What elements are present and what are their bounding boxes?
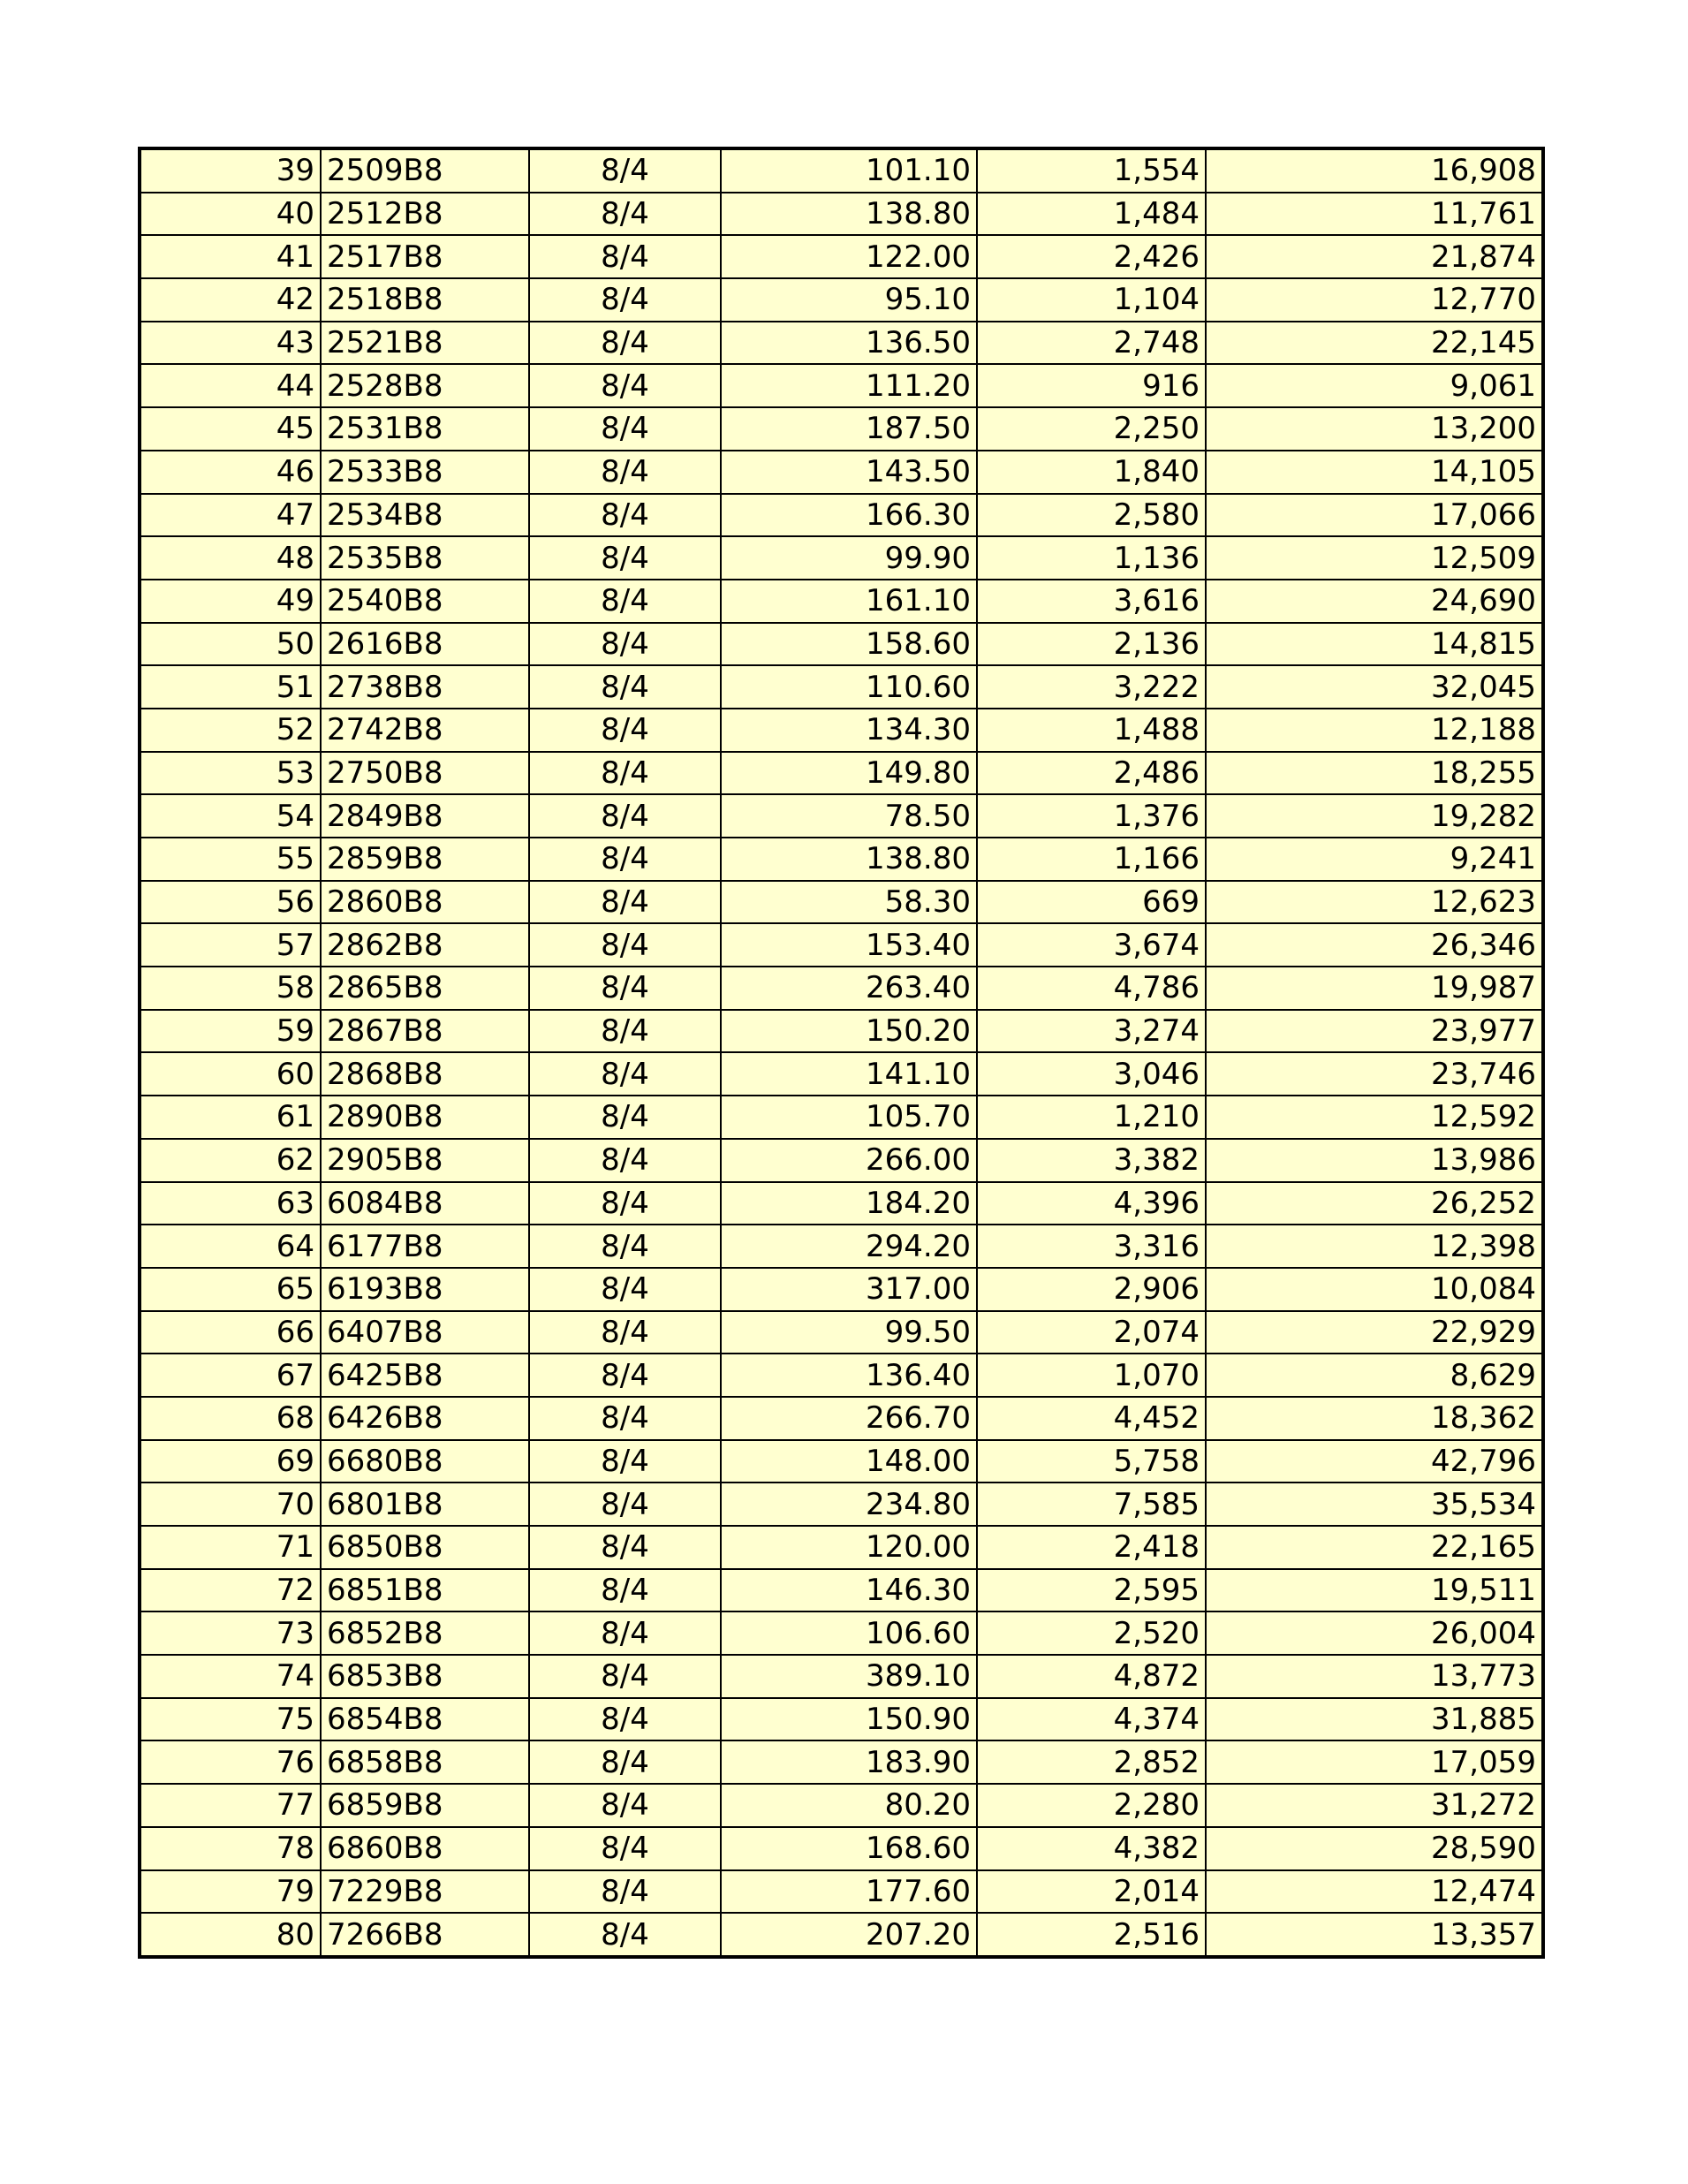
table-row	[140, 1698, 1543, 1741]
value-b-cell: 1,070	[977, 1354, 1206, 1397]
table-row	[140, 1052, 1543, 1096]
row-number-cell: 65	[140, 1268, 321, 1311]
value-b-cell: 2,074	[977, 1311, 1206, 1354]
value-b-cell: 4,872	[977, 1655, 1206, 1698]
table-row	[140, 1397, 1543, 1440]
thickness-cell: 8/4	[529, 967, 721, 1010]
row-number-cell: 58	[140, 967, 321, 1010]
value-b-cell: 4,396	[977, 1182, 1206, 1225]
item-code-cell: 2867B8	[321, 1010, 529, 1053]
value-c-cell: 14,815	[1206, 623, 1543, 666]
thickness-cell: 8/4	[529, 1052, 721, 1096]
table-row	[140, 967, 1543, 1010]
value-a-cell: 177.60	[721, 1870, 977, 1914]
value-a-cell: 184.20	[721, 1182, 977, 1225]
value-b-cell: 2,418	[977, 1526, 1206, 1569]
thickness-cell: 8/4	[529, 580, 721, 623]
row-number-cell: 54	[140, 794, 321, 838]
table-row	[140, 1139, 1543, 1182]
value-c-cell: 23,746	[1206, 1052, 1543, 1096]
item-code-cell: 2849B8	[321, 794, 529, 838]
item-code-cell: 2865B8	[321, 967, 529, 1010]
item-code-cell: 6853B8	[321, 1655, 529, 1698]
value-b-cell: 3,382	[977, 1139, 1206, 1182]
value-c-cell: 32,045	[1206, 665, 1543, 709]
value-c-cell: 12,770	[1206, 278, 1543, 322]
thickness-cell: 8/4	[529, 1440, 721, 1483]
row-number-cell: 74	[140, 1655, 321, 1698]
thickness-cell: 8/4	[529, 1655, 721, 1698]
value-c-cell: 10,084	[1206, 1268, 1543, 1311]
table-row	[140, 278, 1543, 322]
row-number-cell: 51	[140, 665, 321, 709]
value-b-cell: 2,280	[977, 1784, 1206, 1827]
value-a-cell: 101.10	[721, 148, 977, 193]
value-c-cell: 12,623	[1206, 881, 1543, 924]
value-b-cell: 669	[977, 881, 1206, 924]
item-code-cell: 6425B8	[321, 1354, 529, 1397]
table-row	[140, 580, 1543, 623]
value-a-cell: 138.80	[721, 193, 977, 236]
row-number-cell: 76	[140, 1740, 321, 1784]
table-row	[140, 407, 1543, 451]
item-code-cell: 6801B8	[321, 1483, 529, 1526]
item-code-cell: 2738B8	[321, 665, 529, 709]
value-a-cell: 78.50	[721, 794, 977, 838]
table-row	[140, 148, 1543, 193]
item-code-cell: 7266B8	[321, 1913, 529, 1957]
thickness-cell: 8/4	[529, 1182, 721, 1225]
table-row	[140, 451, 1543, 494]
item-code-cell: 2742B8	[321, 709, 529, 752]
row-number-cell: 77	[140, 1784, 321, 1827]
thickness-cell: 8/4	[529, 451, 721, 494]
value-c-cell: 18,362	[1206, 1397, 1543, 1440]
value-a-cell: 166.30	[721, 494, 977, 537]
item-code-cell: 2859B8	[321, 838, 529, 881]
value-b-cell: 3,616	[977, 580, 1206, 623]
thickness-cell: 8/4	[529, 623, 721, 666]
item-code-cell: 6858B8	[321, 1740, 529, 1784]
table-row	[140, 1096, 1543, 1139]
value-b-cell: 2,852	[977, 1740, 1206, 1784]
value-c-cell: 13,773	[1206, 1655, 1543, 1698]
table-row	[140, 1827, 1543, 1870]
thickness-cell: 8/4	[529, 494, 721, 537]
value-c-cell: 28,590	[1206, 1827, 1543, 1870]
item-code-cell: 6852B8	[321, 1611, 529, 1655]
row-number-cell: 50	[140, 623, 321, 666]
row-number-cell: 42	[140, 278, 321, 322]
item-code-cell: 2534B8	[321, 494, 529, 537]
row-number-cell: 67	[140, 1354, 321, 1397]
value-b-cell: 2,486	[977, 752, 1206, 795]
thickness-cell: 8/4	[529, 1784, 721, 1827]
value-c-cell: 12,398	[1206, 1225, 1543, 1268]
value-c-cell: 19,282	[1206, 794, 1543, 838]
value-a-cell: 148.00	[721, 1440, 977, 1483]
thickness-cell: 8/4	[529, 1483, 721, 1526]
value-a-cell: 158.60	[721, 623, 977, 666]
value-b-cell: 3,316	[977, 1225, 1206, 1268]
value-a-cell: 389.10	[721, 1655, 977, 1698]
value-b-cell: 4,382	[977, 1827, 1206, 1870]
value-b-cell: 1,554	[977, 148, 1206, 193]
thickness-cell: 8/4	[529, 1569, 721, 1612]
value-b-cell: 1,104	[977, 278, 1206, 322]
data-table	[138, 147, 1545, 1959]
thickness-cell: 8/4	[529, 1740, 721, 1784]
table-row	[140, 1010, 1543, 1053]
item-code-cell: 2528B8	[321, 364, 529, 407]
value-b-cell: 3,274	[977, 1010, 1206, 1053]
value-b-cell: 2,595	[977, 1569, 1206, 1612]
value-c-cell: 26,346	[1206, 923, 1543, 967]
value-c-cell: 19,511	[1206, 1569, 1543, 1612]
table-row	[140, 838, 1543, 881]
value-a-cell: 183.90	[721, 1740, 977, 1784]
value-a-cell: 58.30	[721, 881, 977, 924]
table-row	[140, 1913, 1543, 1957]
row-number-cell: 52	[140, 709, 321, 752]
table-row	[140, 1611, 1543, 1655]
table-row	[140, 923, 1543, 967]
item-code-cell: 6084B8	[321, 1182, 529, 1225]
row-number-cell: 48	[140, 536, 321, 580]
item-code-cell: 2533B8	[321, 451, 529, 494]
item-code-cell: 6426B8	[321, 1397, 529, 1440]
table-row	[140, 494, 1543, 537]
row-number-cell: 71	[140, 1526, 321, 1569]
value-c-cell: 31,272	[1206, 1784, 1543, 1827]
value-b-cell: 3,674	[977, 923, 1206, 967]
item-code-cell: 2509B8	[321, 148, 529, 193]
value-a-cell: 134.30	[721, 709, 977, 752]
row-number-cell: 47	[140, 494, 321, 537]
value-b-cell: 1,376	[977, 794, 1206, 838]
value-c-cell: 11,761	[1206, 193, 1543, 236]
value-a-cell: 150.20	[721, 1010, 977, 1053]
value-b-cell: 4,374	[977, 1698, 1206, 1741]
table-row	[140, 1870, 1543, 1914]
row-number-cell: 46	[140, 451, 321, 494]
row-number-cell: 55	[140, 838, 321, 881]
thickness-cell: 8/4	[529, 923, 721, 967]
thickness-cell: 8/4	[529, 1010, 721, 1053]
value-a-cell: 294.20	[721, 1225, 977, 1268]
value-a-cell: 234.80	[721, 1483, 977, 1526]
table-row	[140, 1311, 1543, 1354]
item-code-cell: 2512B8	[321, 193, 529, 236]
value-a-cell: 149.80	[721, 752, 977, 795]
table-row	[140, 1182, 1543, 1225]
value-a-cell: 168.60	[721, 1827, 977, 1870]
thickness-cell: 8/4	[529, 1913, 721, 1957]
value-c-cell: 21,874	[1206, 235, 1543, 278]
item-code-cell: 2862B8	[321, 923, 529, 967]
value-b-cell: 3,046	[977, 1052, 1206, 1096]
thickness-cell: 8/4	[529, 1311, 721, 1354]
table-row	[140, 794, 1543, 838]
value-c-cell: 22,145	[1206, 322, 1543, 365]
value-a-cell: 141.10	[721, 1052, 977, 1096]
value-b-cell: 1,840	[977, 451, 1206, 494]
row-number-cell: 73	[140, 1611, 321, 1655]
thickness-cell: 8/4	[529, 536, 721, 580]
value-b-cell: 1,136	[977, 536, 1206, 580]
table-row	[140, 1655, 1543, 1698]
row-number-cell: 66	[140, 1311, 321, 1354]
table-row	[140, 1354, 1543, 1397]
item-code-cell: 2521B8	[321, 322, 529, 365]
thickness-cell: 8/4	[529, 709, 721, 752]
row-number-cell: 72	[140, 1569, 321, 1612]
value-c-cell: 12,509	[1206, 536, 1543, 580]
item-code-cell: 2905B8	[321, 1139, 529, 1182]
value-c-cell: 16,908	[1206, 148, 1543, 193]
item-code-cell: 2531B8	[321, 407, 529, 451]
value-c-cell: 35,534	[1206, 1483, 1543, 1526]
item-code-cell: 6407B8	[321, 1311, 529, 1354]
thickness-cell: 8/4	[529, 322, 721, 365]
table-row	[140, 881, 1543, 924]
row-number-cell: 49	[140, 580, 321, 623]
value-c-cell: 18,255	[1206, 752, 1543, 795]
value-c-cell: 13,986	[1206, 1139, 1543, 1182]
row-number-cell: 45	[140, 407, 321, 451]
row-number-cell: 64	[140, 1225, 321, 1268]
value-b-cell: 2,014	[977, 1870, 1206, 1914]
value-b-cell: 2,748	[977, 322, 1206, 365]
row-number-cell: 39	[140, 148, 321, 193]
thickness-cell: 8/4	[529, 193, 721, 236]
thickness-cell: 8/4	[529, 407, 721, 451]
value-a-cell: 136.50	[721, 322, 977, 365]
value-b-cell: 2,520	[977, 1611, 1206, 1655]
table-body	[140, 148, 1543, 1957]
item-code-cell: 6680B8	[321, 1440, 529, 1483]
value-a-cell: 110.60	[721, 665, 977, 709]
value-a-cell: 138.80	[721, 838, 977, 881]
item-code-cell: 6851B8	[321, 1569, 529, 1612]
table-row	[140, 1526, 1543, 1569]
item-code-cell: 2535B8	[321, 536, 529, 580]
table-row	[140, 1740, 1543, 1784]
table-row	[140, 1784, 1543, 1827]
item-code-cell: 2860B8	[321, 881, 529, 924]
value-c-cell: 31,885	[1206, 1698, 1543, 1741]
value-c-cell: 26,252	[1206, 1182, 1543, 1225]
value-b-cell: 1,488	[977, 709, 1206, 752]
row-number-cell: 62	[140, 1139, 321, 1182]
row-number-cell: 63	[140, 1182, 321, 1225]
item-code-cell: 6177B8	[321, 1225, 529, 1268]
value-a-cell: 95.10	[721, 278, 977, 322]
value-b-cell: 1,166	[977, 838, 1206, 881]
value-a-cell: 99.90	[721, 536, 977, 580]
value-b-cell: 4,786	[977, 967, 1206, 1010]
thickness-cell: 8/4	[529, 1354, 721, 1397]
value-b-cell: 7,585	[977, 1483, 1206, 1526]
value-a-cell: 143.50	[721, 451, 977, 494]
table-row	[140, 235, 1543, 278]
value-c-cell: 14,105	[1206, 451, 1543, 494]
row-number-cell: 41	[140, 235, 321, 278]
value-a-cell: 99.50	[721, 1311, 977, 1354]
row-number-cell: 75	[140, 1698, 321, 1741]
value-c-cell: 19,987	[1206, 967, 1543, 1010]
value-a-cell: 266.00	[721, 1139, 977, 1182]
value-b-cell: 5,758	[977, 1440, 1206, 1483]
item-code-cell: 2890B8	[321, 1096, 529, 1139]
value-b-cell: 1,484	[977, 193, 1206, 236]
row-number-cell: 61	[140, 1096, 321, 1139]
item-code-cell: 6850B8	[321, 1526, 529, 1569]
item-code-cell: 2616B8	[321, 623, 529, 666]
item-code-cell: 6193B8	[321, 1268, 529, 1311]
table-row	[140, 1268, 1543, 1311]
value-c-cell: 24,690	[1206, 580, 1543, 623]
value-a-cell: 161.10	[721, 580, 977, 623]
value-c-cell: 42,796	[1206, 1440, 1543, 1483]
item-code-cell: 2540B8	[321, 580, 529, 623]
thickness-cell: 8/4	[529, 1827, 721, 1870]
table-row	[140, 665, 1543, 709]
thickness-cell: 8/4	[529, 235, 721, 278]
thickness-cell: 8/4	[529, 665, 721, 709]
row-number-cell: 56	[140, 881, 321, 924]
row-number-cell: 60	[140, 1052, 321, 1096]
value-c-cell: 13,357	[1206, 1913, 1543, 1957]
value-b-cell: 916	[977, 364, 1206, 407]
row-number-cell: 40	[140, 193, 321, 236]
thickness-cell: 8/4	[529, 1096, 721, 1139]
value-c-cell: 13,200	[1206, 407, 1543, 451]
value-c-cell: 12,188	[1206, 709, 1543, 752]
item-code-cell: 6859B8	[321, 1784, 529, 1827]
thickness-cell: 8/4	[529, 838, 721, 881]
thickness-cell: 8/4	[529, 1698, 721, 1741]
value-a-cell: 207.20	[721, 1913, 977, 1957]
thickness-cell: 8/4	[529, 1870, 721, 1914]
row-number-cell: 69	[140, 1440, 321, 1483]
value-a-cell: 105.70	[721, 1096, 977, 1139]
row-number-cell: 80	[140, 1913, 321, 1957]
thickness-cell: 8/4	[529, 364, 721, 407]
thickness-cell: 8/4	[529, 278, 721, 322]
value-a-cell: 150.90	[721, 1698, 977, 1741]
table-row	[140, 1483, 1543, 1526]
thickness-cell: 8/4	[529, 1526, 721, 1569]
row-number-cell: 78	[140, 1827, 321, 1870]
row-number-cell: 59	[140, 1010, 321, 1053]
value-b-cell: 2,136	[977, 623, 1206, 666]
table-row	[140, 1569, 1543, 1612]
value-b-cell: 2,906	[977, 1268, 1206, 1311]
row-number-cell: 79	[140, 1870, 321, 1914]
value-c-cell: 22,165	[1206, 1526, 1543, 1569]
value-b-cell: 3,222	[977, 665, 1206, 709]
value-a-cell: 106.60	[721, 1611, 977, 1655]
value-a-cell: 187.50	[721, 407, 977, 451]
item-code-cell: 6860B8	[321, 1827, 529, 1870]
table-row	[140, 536, 1543, 580]
row-number-cell: 53	[140, 752, 321, 795]
value-b-cell: 4,452	[977, 1397, 1206, 1440]
value-c-cell: 26,004	[1206, 1611, 1543, 1655]
thickness-cell: 8/4	[529, 148, 721, 193]
thickness-cell: 8/4	[529, 1268, 721, 1311]
value-a-cell: 111.20	[721, 364, 977, 407]
value-c-cell: 9,241	[1206, 838, 1543, 881]
row-number-cell: 57	[140, 923, 321, 967]
table-row	[140, 752, 1543, 795]
row-number-cell: 44	[140, 364, 321, 407]
thickness-cell: 8/4	[529, 1139, 721, 1182]
table-row	[140, 709, 1543, 752]
value-c-cell: 9,061	[1206, 364, 1543, 407]
thickness-cell: 8/4	[529, 881, 721, 924]
table-row	[140, 364, 1543, 407]
table-row	[140, 1440, 1543, 1483]
value-c-cell: 17,066	[1206, 494, 1543, 537]
value-c-cell: 17,059	[1206, 1740, 1543, 1784]
value-a-cell: 120.00	[721, 1526, 977, 1569]
value-a-cell: 266.70	[721, 1397, 977, 1440]
item-code-cell: 7229B8	[321, 1870, 529, 1914]
table-row	[140, 1225, 1543, 1268]
item-code-cell: 2868B8	[321, 1052, 529, 1096]
thickness-cell: 8/4	[529, 1397, 721, 1440]
item-code-cell: 2750B8	[321, 752, 529, 795]
value-c-cell: 23,977	[1206, 1010, 1543, 1053]
thickness-cell: 8/4	[529, 794, 721, 838]
value-b-cell: 1,210	[977, 1096, 1206, 1139]
value-a-cell: 136.40	[721, 1354, 977, 1397]
row-number-cell: 43	[140, 322, 321, 365]
thickness-cell: 8/4	[529, 1611, 721, 1655]
row-number-cell: 68	[140, 1397, 321, 1440]
table-row	[140, 193, 1543, 236]
item-code-cell: 2517B8	[321, 235, 529, 278]
value-c-cell: 8,629	[1206, 1354, 1543, 1397]
value-a-cell: 80.20	[721, 1784, 977, 1827]
thickness-cell: 8/4	[529, 752, 721, 795]
value-a-cell: 263.40	[721, 967, 977, 1010]
value-a-cell: 153.40	[721, 923, 977, 967]
item-code-cell: 6854B8	[321, 1698, 529, 1741]
value-b-cell: 2,426	[977, 235, 1206, 278]
table-row	[140, 322, 1543, 365]
value-b-cell: 2,580	[977, 494, 1206, 537]
value-a-cell: 317.00	[721, 1268, 977, 1311]
value-c-cell: 22,929	[1206, 1311, 1543, 1354]
value-a-cell: 122.00	[721, 235, 977, 278]
thickness-cell: 8/4	[529, 1225, 721, 1268]
item-code-cell: 2518B8	[321, 278, 529, 322]
value-c-cell: 12,592	[1206, 1096, 1543, 1139]
value-b-cell: 2,250	[977, 407, 1206, 451]
value-b-cell: 2,516	[977, 1913, 1206, 1957]
value-a-cell: 146.30	[721, 1569, 977, 1612]
row-number-cell: 70	[140, 1483, 321, 1526]
table-row	[140, 623, 1543, 666]
value-c-cell: 12,474	[1206, 1870, 1543, 1914]
